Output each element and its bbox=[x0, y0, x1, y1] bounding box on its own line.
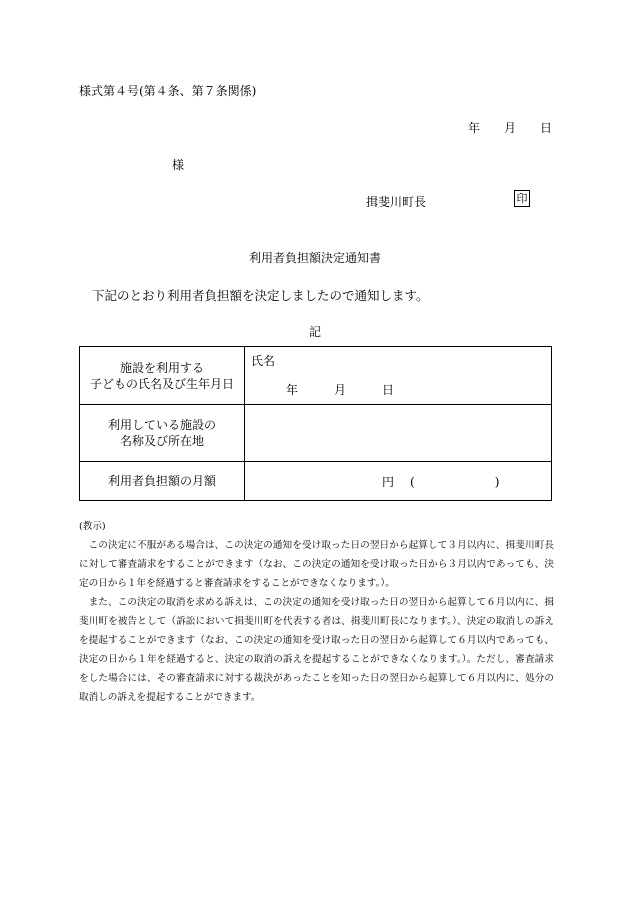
paren-close: ) bbox=[494, 474, 500, 489]
child-label-line2: 子どもの氏名及び生年月日 bbox=[89, 376, 234, 391]
date-day-label: 日 bbox=[540, 121, 553, 135]
yen-unit: 円 bbox=[382, 474, 395, 489]
facility-label-cell bbox=[80, 405, 245, 462]
notes-paragraph-2: また、この決定の取消を求める訴えは、この決定の通知を受け取った日の翌日から起算して６月以内に、揖斐川町を被告として（訴訟において揖斐川町を代表する者は、揖斐川町長になります。）、決定の取消しの訴えを提起することができます（なお、この決定の通知を受け取った日の翌日から起算して６月以内であっても、決定の日から１年を経過すると、決定の取消の訴えを提起することができなくなります。）。ただし、審査請求をした場合には、その審査請求に対する裁決があったことを知った日の翌日から起算して６月以内に、処分の取消しの訴えを提起することができます。 bbox=[79, 597, 554, 703]
child-label-cell bbox=[80, 347, 245, 405]
paren-open: ( bbox=[410, 474, 415, 489]
issuer-name: 揖斐川町長 bbox=[366, 195, 427, 209]
birth-date bbox=[286, 381, 394, 398]
table-row bbox=[80, 405, 552, 462]
date-month-label: 月 bbox=[504, 121, 517, 135]
notes-paragraph-1: この決定に不服がある場合は、この決定の通知を受け取った日の翌日から起算して３月以内に、揖斐川町長に対して審査請求をすることができます（なお、この決定の通知を受け取った日から３月以内であっても、決定の日から１年を経過すると審査請求をすることができなくなります。）。 bbox=[79, 540, 554, 589]
birth-day-label: 日 bbox=[382, 383, 395, 397]
facility-label-line2: 名称及び所在地 bbox=[119, 434, 204, 448]
notes-section bbox=[79, 517, 554, 707]
fee-label-cell: 利用者負担額の月額 bbox=[80, 462, 245, 501]
facility-label-line1: 利用している施設の bbox=[107, 418, 216, 432]
intro-text: 下記のとおり利用者負担額を決定しましたので通知します。 bbox=[92, 288, 429, 303]
fee-value-cell[interactable] bbox=[245, 462, 552, 501]
info-table bbox=[79, 346, 552, 501]
table-row bbox=[80, 347, 552, 405]
birth-year-label: 年 bbox=[286, 383, 299, 397]
date-year-label: 年 bbox=[468, 121, 481, 135]
seal-mark: 印 bbox=[514, 190, 530, 207]
ki-heading: 記 bbox=[308, 325, 321, 339]
child-label-line1: 施設を利用する bbox=[119, 360, 204, 375]
table-row bbox=[80, 462, 552, 501]
form-number: 様式第４号(第４条、第７条関係) bbox=[79, 84, 257, 98]
child-value-cell[interactable] bbox=[245, 347, 552, 405]
issue-date bbox=[468, 119, 552, 136]
facility-value-cell[interactable] bbox=[245, 405, 552, 462]
birth-month-label: 月 bbox=[334, 383, 347, 397]
notes-heading: (教示) bbox=[79, 521, 106, 532]
fee-amount-line bbox=[246, 473, 550, 490]
document-title: 利用者負担額決定通知書 bbox=[248, 251, 381, 265]
name-label: 氏名 bbox=[251, 354, 276, 368]
addressee-suffix: 様 bbox=[172, 158, 185, 172]
